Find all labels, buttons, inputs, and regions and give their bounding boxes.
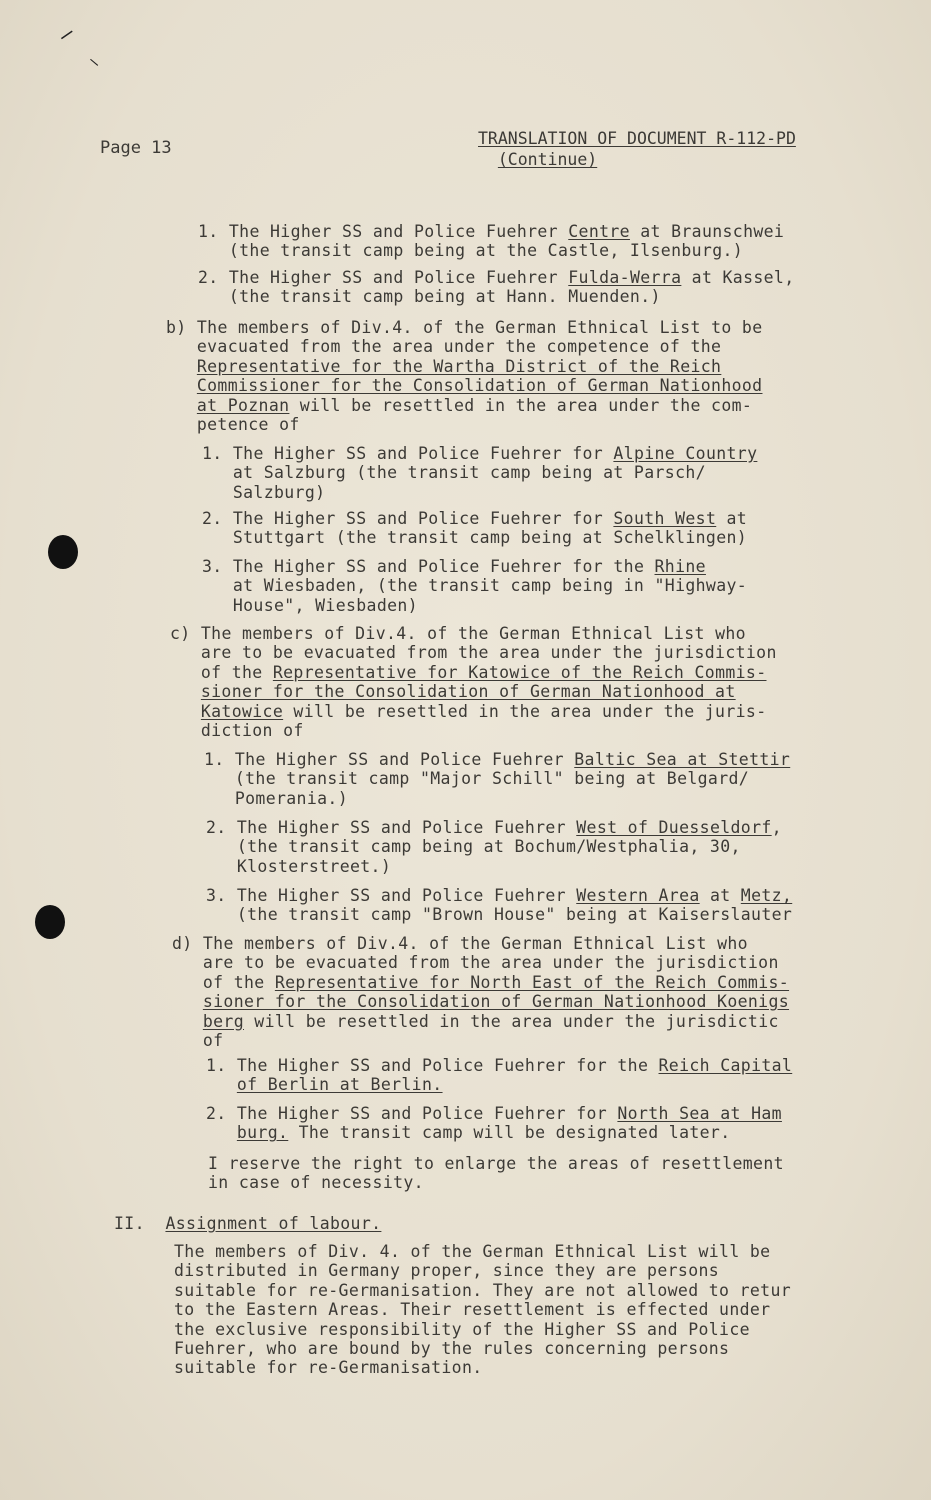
ink-mark-icon: ― xyxy=(85,51,105,72)
title-line-1: TRANSLATION OF DOCUMENT R-112-PD xyxy=(478,129,796,148)
list-item: 1. The Higher SS and Police Fuehrer Baltic Sea at Stettir (the transit camp "Major Schill" being at Belgard/ Pomerania.) xyxy=(204,750,791,808)
reserve-paragraph: I reserve the right to enlarge the areas of resettlement in case of necessity. xyxy=(208,1154,784,1193)
list-item: 2. The Higher SS and Police Fuehrer Fulda-Werra at Kassel, (the transit camp being at Hann. Muenden.) xyxy=(198,268,795,307)
list-item: 2. The Higher SS and Police Fuehrer for North Sea at Ham burg. The transit camp will be designated later. xyxy=(206,1104,782,1143)
list-item: 3. The Higher SS and Police Fuehrer for the Rhine at Wiesbaden, (the transit camp being in "Highway- House", Wiesbaden) xyxy=(202,557,748,615)
list-item: 2. The Higher SS and Police Fuehrer West of Duesseldorf, (the transit camp being at Bochum/Westphalia, 30, Klosterstreet.) xyxy=(206,818,782,876)
list-item: 1. The Higher SS and Police Fuehrer Centre at Braunschwei (the transit camp being at the Castle, Ilsenburg.) xyxy=(198,222,785,261)
section-heading: II. Assignment of labour. xyxy=(114,1214,382,1233)
list-item: 3. The Higher SS and Police Fuehrer Western Area at Metz, (the transit camp "Brown House" being at Kaiserslauter xyxy=(206,886,793,925)
title-line-2: (Continue) xyxy=(497,150,598,169)
paragraph-d: d) The members of Div.4. of the German Ethnical List who are to be evacuated from the area under the jurisdiction of the Representative for North East of the Reich Commis- sioner for the Consolidation of German Nationhood Koenigs berg will be resettled in the area under the jurisdictic of xyxy=(172,934,790,1051)
ink-mark-icon: ― xyxy=(54,20,80,49)
paragraph-b: b) The members of Div.4. of the German Ethnical List to be evacuated from the area under the competence of the Representative for the Wartha District of the Reich Commissioner for the Consolidation of German Nationhood at Poznan will be resettled in the area under the com- petence of xyxy=(166,318,763,435)
punch-hole-bottom xyxy=(35,905,65,939)
list-item: 2. The Higher SS and Police Fuehrer for South West at Stuttgart (the transit camp being at Schelklingen) xyxy=(202,509,748,548)
document-title xyxy=(478,128,796,170)
punch-hole-top xyxy=(48,535,78,569)
page-number: Page 13 xyxy=(100,138,172,158)
list-item: 1. The Higher SS and Police Fuehrer for Alpine Country at Salzburg (the transit camp being at Parsch/ Salzburg) xyxy=(202,444,758,502)
list-item: 1. The Higher SS and Police Fuehrer for the Reich Capital of Berlin at Berlin. xyxy=(206,1056,793,1095)
section-body: The members of Div. 4. of the German Ethnical List will be distributed in Germany proper, since they are persons suitable for re-Germanisation. They are not allowed to retur to the Eastern Areas. Their resettlement is effected under the exclusive responsibility of the Higher SS and Police Fuehrer, who are bound by the rules concerning persons suitable for re-Germanisation. xyxy=(174,1242,792,1378)
paragraph-c: c) The members of Div.4. of the German Ethnical List who are to be evacuated from the area under the jurisdiction of the Representative for Katowice of the Reich Commis- sioner for the Consolidation of German Nationhood at Katowice will be resettled in the area under the juris- diction of xyxy=(170,624,777,741)
